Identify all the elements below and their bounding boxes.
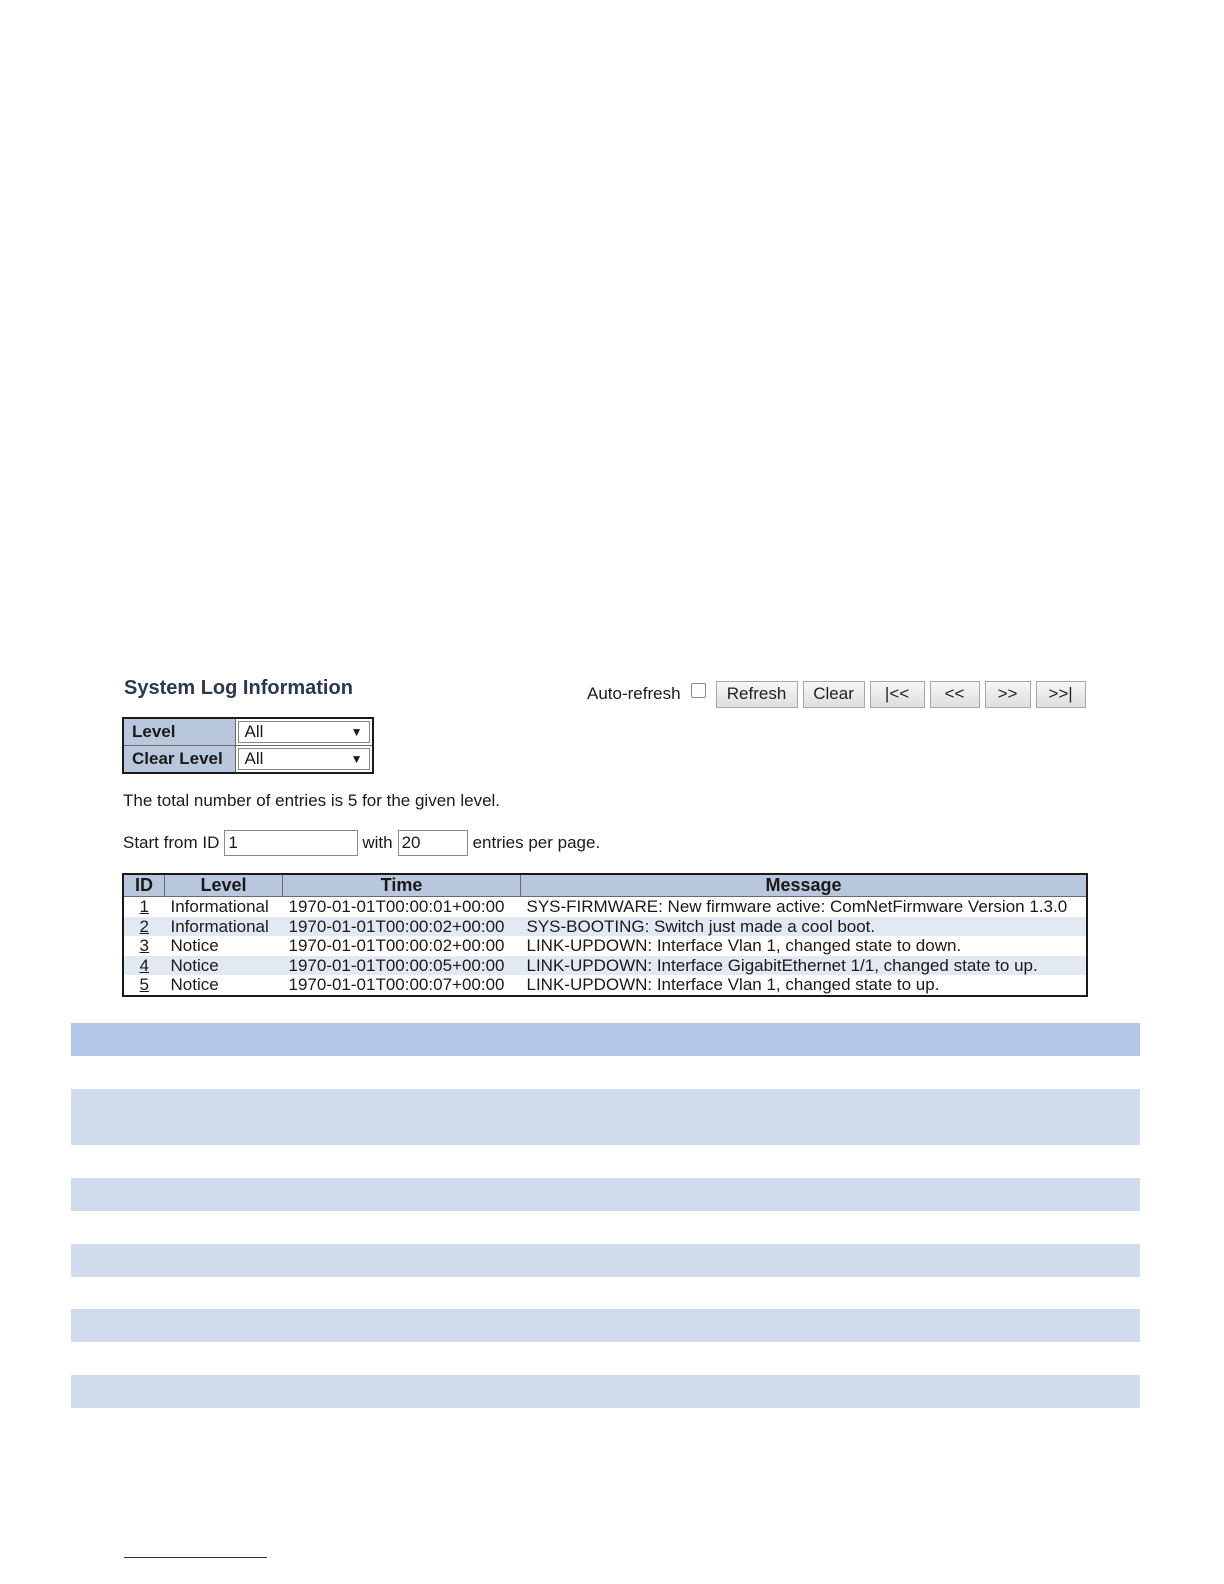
log-message: SYS-BOOTING: Switch just made a cool boot. bbox=[521, 917, 1088, 937]
level-label: Level bbox=[123, 718, 235, 746]
column-header-message: Message bbox=[521, 874, 1088, 897]
auto-refresh-label: Auto-refresh bbox=[587, 684, 681, 703]
level-select[interactable] bbox=[238, 721, 370, 743]
level-filter-table bbox=[122, 717, 374, 774]
table-band bbox=[71, 1375, 1140, 1408]
dropdown-arrow-icon: ▼ bbox=[350, 725, 363, 739]
toolbar bbox=[587, 680, 1086, 708]
log-level: Informational bbox=[165, 897, 283, 917]
table-band bbox=[71, 1089, 1140, 1145]
table-band bbox=[71, 1023, 1140, 1056]
log-id-link[interactable]: 4 bbox=[139, 955, 149, 975]
first-page-button[interactable]: |<< bbox=[870, 681, 925, 708]
system-log-table bbox=[122, 873, 1088, 997]
log-time: 1970-01-01T00:00:02+00:00 bbox=[283, 936, 521, 956]
last-page-button[interactable]: >>| bbox=[1036, 681, 1086, 708]
paging-controls bbox=[123, 829, 600, 857]
clear-button[interactable]: Clear bbox=[803, 681, 865, 708]
dropdown-arrow-icon: ▼ bbox=[350, 752, 363, 766]
page-title: System Log Information bbox=[124, 677, 353, 699]
entries-per-page-input[interactable]: 20 bbox=[398, 830, 468, 856]
log-id-link[interactable]: 1 bbox=[139, 897, 149, 917]
log-id-link[interactable]: 3 bbox=[139, 936, 149, 956]
start-id-input[interactable]: 1 bbox=[224, 830, 358, 856]
start-from-label: Start from ID bbox=[123, 833, 220, 852]
log-message: LINK-UPDOWN: Interface Vlan 1, changed state to down. bbox=[521, 936, 1088, 956]
table-row bbox=[123, 936, 1087, 956]
log-time: 1970-01-01T00:00:01+00:00 bbox=[283, 897, 521, 917]
column-header-id: ID bbox=[123, 874, 165, 897]
log-id-link[interactable]: 5 bbox=[139, 975, 149, 995]
next-page-button[interactable]: >> bbox=[985, 681, 1031, 708]
with-label: with bbox=[362, 833, 393, 852]
clear-level-select-value: All bbox=[244, 749, 264, 768]
auto-refresh-checkbox[interactable] bbox=[691, 683, 706, 698]
footnote-divider bbox=[124, 1557, 267, 1558]
column-header-time: Time bbox=[283, 874, 521, 897]
entries-per-page-label: entries per page. bbox=[472, 833, 601, 852]
log-message: SYS-FIRMWARE: New firmware active: ComNetFirmware Version 1.3.0 bbox=[521, 897, 1088, 917]
table-row bbox=[123, 897, 1087, 917]
table-row bbox=[123, 956, 1087, 976]
log-level: Notice bbox=[165, 956, 283, 976]
log-time: 1970-01-01T00:00:02+00:00 bbox=[283, 917, 521, 937]
table-band bbox=[71, 1178, 1140, 1211]
table-row bbox=[123, 917, 1087, 937]
log-level: Informational bbox=[165, 917, 283, 937]
log-id-link[interactable]: 2 bbox=[139, 916, 149, 936]
table-band bbox=[71, 1244, 1140, 1277]
log-time: 1970-01-01T00:00:05+00:00 bbox=[283, 956, 521, 976]
refresh-button[interactable]: Refresh bbox=[716, 681, 798, 708]
table-band bbox=[71, 1309, 1140, 1342]
clear-level-label: Clear Level bbox=[123, 746, 235, 774]
level-select-value: All bbox=[244, 722, 264, 741]
log-message: LINK-UPDOWN: Interface Vlan 1, changed state to up. bbox=[521, 975, 1088, 996]
table-header-row bbox=[123, 874, 1087, 897]
clear-level-select[interactable] bbox=[238, 748, 370, 770]
log-level: Notice bbox=[165, 936, 283, 956]
column-header-level: Level bbox=[165, 874, 283, 897]
entries-summary: The total number of entries is 5 for the given level. bbox=[123, 791, 501, 810]
log-level: Notice bbox=[165, 975, 283, 996]
log-time: 1970-01-01T00:00:07+00:00 bbox=[283, 975, 521, 996]
log-message: LINK-UPDOWN: Interface GigabitEthernet 1/1, changed state to up. bbox=[521, 956, 1088, 976]
table-row bbox=[123, 975, 1087, 996]
previous-page-button[interactable]: << bbox=[930, 681, 980, 708]
